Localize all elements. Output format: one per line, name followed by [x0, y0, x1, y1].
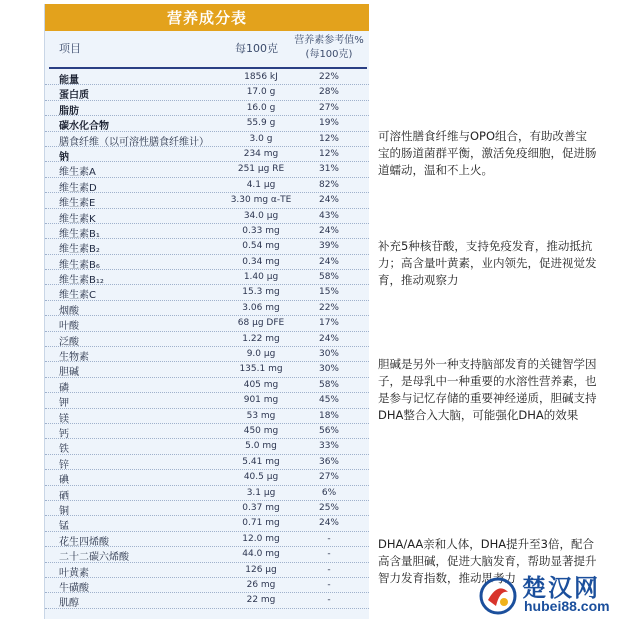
- nutrient-reference-value: 6%: [321, 487, 337, 498]
- table-row: [45, 393, 369, 408]
- nutrient-reference-value: 24%: [318, 195, 339, 206]
- table-row: [45, 378, 369, 393]
- nutrient-amount: 68 μg DFE: [237, 318, 285, 329]
- nutrient-reference-value: 58%: [318, 379, 339, 390]
- header-reference-value: [289, 34, 369, 62]
- nutrient-name: 锰: [59, 521, 69, 533]
- nutrient-reference-value: 30%: [318, 364, 339, 375]
- nutrient-reference-value: 24%: [318, 333, 339, 344]
- nutrient-reference-value: 27%: [318, 102, 339, 113]
- nutrient-amount: 1.22 mg: [242, 333, 280, 344]
- nutrient-reference-value: -: [327, 564, 331, 575]
- nutrient-name: 钾: [59, 398, 69, 410]
- table-row: [45, 486, 369, 501]
- header-divider: [49, 67, 367, 69]
- nutrient-reference-value: 36%: [318, 456, 339, 467]
- nutrient-reference-value: 24%: [318, 256, 339, 267]
- nutrient-reference-value: -: [327, 579, 331, 590]
- nutrient-name: 叶黄素: [59, 567, 89, 579]
- nutrient-name: 维生素K: [59, 213, 96, 225]
- table-row: [45, 301, 369, 316]
- nutrient-name: 能量: [59, 75, 79, 86]
- table-row: [45, 439, 369, 454]
- nutrient-amount: 0.34 mg: [242, 256, 280, 267]
- table-row: [45, 85, 369, 100]
- nutrient-name: 二十二碳六烯酸: [59, 552, 129, 564]
- nutrient-amount: 5.0 mg: [245, 441, 277, 452]
- table-row: [45, 332, 369, 347]
- nutrient-name: 烟酸: [59, 305, 79, 317]
- nutrient-name: 维生素C: [59, 290, 96, 302]
- nutrient-reference-value: 45%: [318, 395, 339, 406]
- nutrient-reference-value: -: [327, 595, 331, 606]
- nutrient-reference-value: -: [327, 533, 331, 544]
- nutrient-name: 维生素A: [59, 167, 96, 179]
- nutrient-reference-value: 18%: [318, 410, 339, 421]
- nutrient-amount: 251 μg RE: [237, 164, 285, 175]
- table-body: [45, 70, 369, 609]
- table-row: [45, 593, 369, 608]
- nutrient-amount: 1.40 μg: [243, 272, 279, 283]
- table-row: [45, 516, 369, 531]
- nutrient-name: 维生素B₁₂: [59, 275, 104, 287]
- nutrient-name: 碘: [59, 475, 69, 487]
- nutrient-name: 脂肪: [59, 105, 79, 117]
- nutrient-amount: 40.5 μg: [243, 472, 279, 483]
- note-nucleotide: 补充5种核苷酸，支持免疫发育，推动抵抗力；高含量叶黄素，业内领先，促进视觉发育，推动观察力: [378, 239, 597, 287]
- nutrient-reference-value: -: [327, 549, 331, 560]
- nutrient-name: 泛酸: [59, 336, 79, 348]
- nutrient-amount: 12.0 mg: [242, 533, 280, 544]
- note-choline: 胆碱是另外一种支持脑部发育的关键智学因子，是母乳中一种重要的水溶性营养素，也是参与记忆存储的重要神经递质，胆碱支持DHA整合入大脑，可能强化DHA的效果: [378, 357, 597, 422]
- nutrient-amount: 3.06 mg: [242, 302, 280, 313]
- nutrient-amount: 3.0 g: [249, 133, 273, 144]
- header-item: 项目: [59, 42, 81, 55]
- nutrient-amount: 450 mg: [243, 425, 279, 436]
- nutrient-reference-value: 56%: [318, 425, 339, 436]
- watermark: [478, 568, 640, 619]
- nutrient-amount: 26 mg: [246, 579, 276, 590]
- nutrient-name: 胆碱: [59, 367, 79, 379]
- nutrient-amount: 15.3 mg: [242, 287, 280, 298]
- nutrient-reference-value: 15%: [318, 287, 339, 298]
- table-row: [45, 116, 369, 131]
- nutrient-amount: 0.71 mg: [242, 518, 280, 529]
- nutrient-name: 锌: [59, 459, 69, 471]
- table-row: [45, 162, 369, 177]
- table-row: [45, 563, 369, 578]
- nutrient-reference-value: 22%: [318, 72, 339, 82]
- nutrient-amount: 901 mg: [243, 395, 279, 406]
- watermark-text: 楚汉网: [522, 574, 600, 602]
- nutrient-name: 维生素E: [59, 198, 96, 210]
- nutrient-reference-value: 24%: [318, 518, 339, 529]
- nutrient-amount: 17.0 g: [246, 87, 276, 98]
- nutrient-name: 生物素: [59, 352, 89, 364]
- table-row: [45, 362, 369, 377]
- table-title: 营养成分表: [45, 4, 369, 31]
- nutrient-amount: 34.0 μg: [243, 210, 279, 221]
- nutrient-amount: 126 μg: [245, 564, 277, 575]
- nutrient-reference-value: 12%: [318, 148, 339, 159]
- nutrient-name: 铁: [59, 444, 69, 456]
- nutrient-reference-value: 28%: [318, 87, 339, 98]
- table-row: [45, 132, 369, 147]
- nutrient-reference-value: 12%: [318, 133, 339, 144]
- nutrient-reference-value: 58%: [318, 272, 339, 283]
- nutrient-amount: 3.30 mg α-TE: [230, 195, 292, 206]
- table-row: [45, 532, 369, 547]
- nutrient-name: 蛋白质: [59, 90, 89, 102]
- nutrient-amount: 0.54 mg: [242, 241, 280, 252]
- table-row: [45, 424, 369, 439]
- nutrient-reference-value: 30%: [318, 349, 339, 360]
- nutrient-reference-value: 17%: [318, 318, 339, 329]
- nutrient-reference-value: 27%: [318, 472, 339, 483]
- table-row: [45, 547, 369, 562]
- nutrient-name: 维生素B₁: [59, 228, 100, 240]
- nutrient-amount: 4.1 μg: [246, 179, 276, 190]
- table-row: [45, 193, 369, 208]
- nutrient-amount: 1856 kJ: [244, 72, 278, 82]
- header-ref-line1: 营养素参考值%: [294, 35, 364, 46]
- table-row: [45, 209, 369, 224]
- nutrient-reference-value: 82%: [318, 179, 339, 190]
- nutrient-reference-value: 33%: [318, 441, 339, 452]
- nutrient-name: 碳水化合物: [59, 121, 109, 133]
- note-dha: DHA/AA亲和人体，DHA提升至3倍，配合高含量胆碱，促进大脑发育，帮助显著提升智力发育指数，推动思考力: [378, 537, 597, 585]
- nutrient-amount: 22 mg: [246, 595, 276, 606]
- nutrient-name: 铜: [59, 505, 69, 517]
- watermark-logo-icon: [478, 576, 518, 616]
- table-row: [45, 347, 369, 362]
- table-row: [45, 147, 369, 162]
- watermark-url: hubei88.com: [524, 598, 610, 614]
- nutrient-amount: 0.33 mg: [242, 225, 280, 236]
- nutrient-name: 磷: [59, 382, 69, 394]
- nutrient-name: 钠: [59, 151, 69, 163]
- table-row: [45, 578, 369, 593]
- nutrient-amount: 55.9 g: [246, 118, 276, 129]
- nutrition-table: [44, 4, 369, 619]
- table-row: [45, 501, 369, 516]
- table-row: [45, 270, 369, 285]
- table-row: [45, 101, 369, 116]
- nutrient-name: 钙: [59, 428, 69, 440]
- table-row: [45, 70, 369, 85]
- nutrient-reference-value: 25%: [318, 502, 339, 513]
- nutrient-amount: 0.37 mg: [242, 502, 280, 513]
- nutrient-reference-value: 22%: [318, 302, 339, 313]
- table-row: [45, 455, 369, 470]
- table-row: [45, 470, 369, 485]
- table-row: [45, 316, 369, 331]
- nutrient-amount: 234 mg: [243, 148, 279, 159]
- table-row: [45, 255, 369, 270]
- nutrient-name: 肌醇: [59, 598, 79, 610]
- nutrient-name: 花生四烯酸: [59, 536, 109, 548]
- nutrient-name: 镁: [59, 413, 69, 425]
- table-row: [45, 224, 369, 239]
- nutrient-name: 维生素B₂: [59, 244, 100, 256]
- table-row: [45, 178, 369, 193]
- table-row: [45, 409, 369, 424]
- nutrient-amount: 5.41 mg: [242, 456, 280, 467]
- nutrient-name: 维生素B₆: [59, 259, 100, 271]
- nutrient-name: 牛磺酸: [59, 582, 89, 594]
- table-row: [45, 239, 369, 254]
- nutrient-name: 硒: [59, 490, 69, 502]
- note-fiber: 可溶性膳食纤维与OPO组合，有助改善宝宝的肠道菌群平衡，激活免疫细胞，促进肠道蠕动，温和不上火。: [378, 129, 597, 177]
- nutrient-name: 叶酸: [59, 321, 79, 333]
- nutrient-amount: 16.0 g: [246, 102, 276, 113]
- nutrient-reference-value: 31%: [318, 164, 339, 175]
- nutrient-reference-value: 19%: [318, 118, 339, 129]
- header-per-100g: 每100克: [235, 42, 278, 55]
- nutrient-amount: 9.0 μg: [246, 349, 276, 360]
- nutrient-amount: 44.0 mg: [242, 549, 280, 560]
- nutrient-amount: 3.1 μg: [246, 487, 276, 498]
- nutrient-amount: 135.1 mg: [239, 364, 283, 375]
- nutrient-amount: 405 mg: [243, 379, 279, 390]
- header-ref-line2: (每100克): [305, 49, 353, 60]
- nutrient-amount: 53 mg: [246, 410, 276, 421]
- table-row: [45, 285, 369, 300]
- nutrient-reference-value: 43%: [318, 210, 339, 221]
- nutrient-reference-value: 39%: [318, 241, 339, 252]
- nutrient-reference-value: 24%: [318, 225, 339, 236]
- nutrient-name: 维生素D: [59, 182, 97, 194]
- nutrient-name: 膳食纤维（以可溶性膳食纤维计）: [59, 136, 209, 148]
